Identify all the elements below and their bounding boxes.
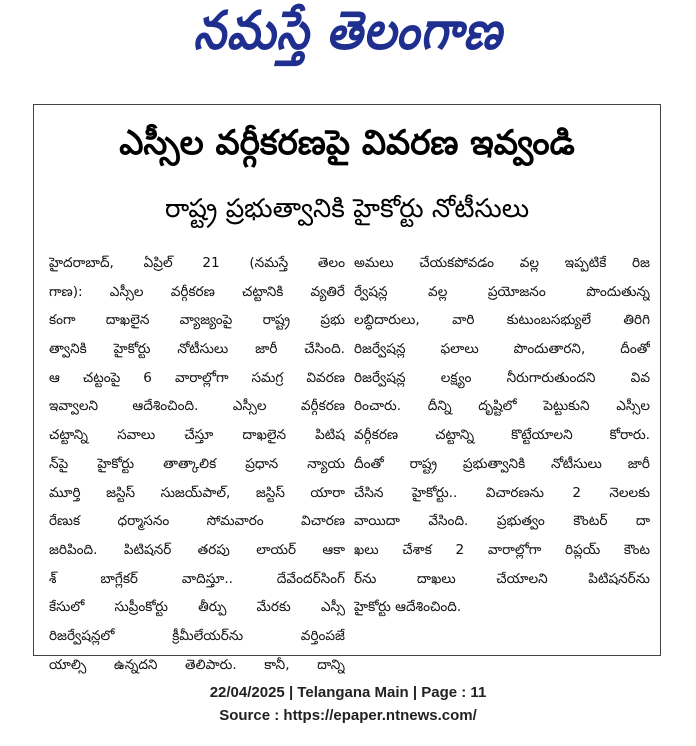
article-text-line: కంగా దాఖలైన వ్యాజ్యంపై రాష్ట్ర ప్రభు [49, 312, 345, 329]
clipping-info: 22/04/2025 | Telangana Main | Page : 11 [209, 684, 487, 701]
article-text-line: హైదరాబాద్, ఏప్రిల్ 21 (నమస్తే తెలం [49, 255, 345, 271]
article-text-line: దీంతో రాష్ట్ర ప్రభుత్వానికి నోటీసులు జారీ [354, 455, 650, 472]
article-text-line: హైకోర్టు ఆదేశించింది. [354, 599, 462, 616]
newspaper-masthead [0, 0, 696, 70]
article-text-line: వర్గీకరణ చట్టాన్ని కొట్టేయాలని కోరారు. [354, 427, 650, 444]
article-text-line: ర్‌ను దాఖలు చేయాలని పిటిషనర్‌ను [354, 570, 650, 587]
article-text-line: రిజర్వేషన్ల ఫలాలు పొందుతారని, దీంతో [354, 341, 650, 358]
article-text-line: రిజర్వేషన్ల లక్ష్యం నీరుగారుతుందని వివ [354, 369, 650, 386]
article-text-line: కేసులో సుప్రీంకోర్టు తీర్పు మేరకు ఎస్సీ [49, 599, 345, 616]
article-text-line: లబ్ధిదారులు, వారి కుటుంబసభ్యులే తిరిగి [354, 312, 650, 329]
article-text-line: గాణ): ఎస్సీల వర్గీకరణ చట్టానికి వ్యతిరే [49, 283, 345, 300]
article-text-line: ర్వేషన్ల వల్ల ప్రయోజనం పొందుతున్న [354, 283, 650, 300]
source-line: Source : https://epaper.ntnews.com/ [219, 707, 477, 724]
article-text-line: ఖలు చేశాక 2 వారాల్లోగా రిప్లయ్ కౌంట [354, 541, 650, 558]
article-text-line: రేణుక ధర్మాసనం సోమవారం విచారణ [49, 513, 345, 530]
article-text-line: యాల్సి ఉన్నదని తెలిపారు. కానీ, దాన్ని [49, 656, 345, 673]
article-text-line: న్‌పై హైకోర్టు తాత్కాలిక ప్రధాన న్యాయ [49, 455, 345, 472]
article-headline: ఎస్సీల వర్గీకరణపై వివరణ ఇవ్వండి [119, 123, 575, 163]
article-text-line: రించారు. దీన్ని దృష్టిలో పెట్టుకుని ఎస్సీల [354, 398, 650, 415]
article-clipping [33, 104, 661, 673]
article-text-line: వాయిదా వేసింది. ప్రభుత్వం కౌంటర్ దా [354, 513, 650, 530]
masthead-title: నమస్తే తెలంగాణ [193, 0, 503, 62]
article-text-line: చేసిన హైకోర్టు.. విచారణను 2 నెలలకు [354, 484, 650, 501]
article-text-line: ఆ చట్టంపై 6 వారాల్లోగా సమగ్ర వివరణ [49, 369, 345, 386]
article-column-2 [354, 249, 650, 622]
article-text-line: జరిపింది. పిటిషనర్ తరపు లాయర్ ఆకా [49, 541, 345, 558]
article-text-line: మూర్తి జస్టిస్ సుజయ్‌పాల్, జస్టిస్ యారా [49, 484, 345, 501]
article-subheadline: రాష్ట్ర ప్రభుత్వానికి హైకోర్టు నోటీసులు [164, 194, 530, 224]
article-text-line: ఇవ్వాలని ఆదేశించింది. ఎస్సీల వర్గీకరణ [49, 398, 345, 415]
article-text-line: రిజర్వేషన్లలో క్రీమీలేయర్‌ను వర్తింపజే [49, 627, 345, 644]
article-text-line: త్వానికి హైకోర్టు నోటీసులు జారీ చేసింది. [49, 341, 345, 358]
article-text-line: శ్ బాగ్లేకర్ వాదిస్తూ.. దేవేందర్‌సింగ్ [49, 570, 345, 587]
article-text-line: అమలు చేయకపోవడం వల్ల ఇప్పటికే రిజ [354, 255, 650, 271]
article-column-1 [49, 249, 345, 679]
article-text-line: చట్టాన్ని సవాలు చేస్తూ దాఖలైన పిటిష [49, 427, 345, 444]
